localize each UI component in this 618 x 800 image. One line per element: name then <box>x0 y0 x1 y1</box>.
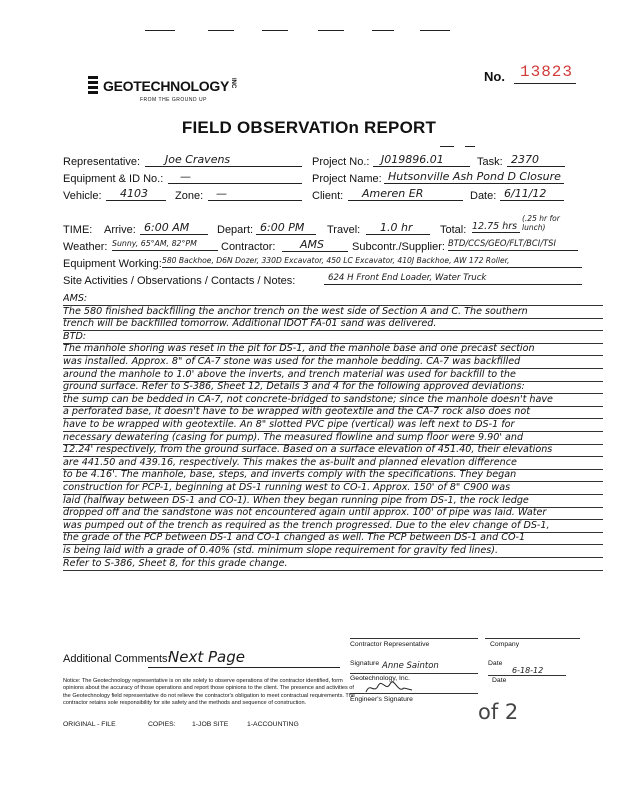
page-marker: of 2 <box>478 700 519 724</box>
top-dash <box>145 30 175 31</box>
additional-comments-label: Additional Comments: <box>63 653 171 665</box>
copies-label: COPIES: <box>148 721 176 728</box>
date-label: Date: <box>470 190 497 202</box>
company-label: Company <box>490 641 520 648</box>
notes-line: BTD: <box>63 331 603 344</box>
arrive-label: Arrive: <box>104 224 136 236</box>
depart-field: 6:00 PM <box>256 221 316 235</box>
signature-line <box>350 673 478 674</box>
time-label: TIME: <box>63 224 93 236</box>
task-label: Task: <box>477 156 503 168</box>
notes-line: AMS: <box>63 293 603 306</box>
signature-name: Anne Sainton <box>382 661 439 671</box>
engineer-sig-line <box>350 693 478 694</box>
top-dash <box>372 30 394 31</box>
vehicle-label: Vehicle: <box>63 190 102 202</box>
page-title: FIELD OBSERVATIOn REPORT <box>181 118 437 137</box>
zone-field: — <box>208 187 302 201</box>
engineer-sig-label: Engineer's Signature <box>350 696 413 703</box>
project-name-field: Hutsonville Ash Pond D Closure <box>384 170 564 184</box>
notes-line: trench will be backfilled tomorrow. Additional IDOT FA-01 sand was delivered. <box>63 318 603 331</box>
subcontr-label: Subcontr./Supplier: <box>352 241 445 253</box>
title-dash <box>465 146 475 147</box>
logo-inc: INC <box>230 78 236 89</box>
sig-date-label: Date <box>488 660 503 667</box>
client-field: Ameren ER <box>348 187 463 201</box>
notes-line: around the manhole to 1.0' above the inverts, and trench material was used for backfill to the <box>63 369 603 382</box>
project-name-label: Project Name: <box>312 173 382 185</box>
notes-line: the grade of the PCP between DS-1 and CO-1 changed as well. The PCP between DS-1 and CO-1 <box>63 532 603 545</box>
notes-line: the sump can be bedded in CA-7, not concrete-bridged to sandstone; since the manhole doesn't have <box>63 394 603 407</box>
notes-line: ground surface. Refer to S-386, Sheet 12, Details 3 and 4 for the following approved deviations: <box>63 381 603 394</box>
notes-line: The manhole shoring was reset in the pit for DS-1, and the manhole base and one precast section <box>63 343 603 356</box>
report-number: 13823 <box>520 63 574 81</box>
report-number-underline <box>514 83 576 84</box>
total-note: (.25 hr for lunch) <box>522 214 560 232</box>
equipment-working-label: Equipment Working: <box>63 258 162 270</box>
notes-line: was installed. Approx. 8" of CA-7 stone was used for the manhole bedding. CA-7 was backfilled <box>63 356 603 369</box>
weather-label: Weather: <box>63 241 108 253</box>
total-field: 12.75 hrs <box>472 221 520 233</box>
notes-line: have to be wrapped with geotextile. An 8" slotted PVC pipe (vertical) was left next to DS-1 for <box>63 419 603 432</box>
notes-line: was pumped out of the trench as required as the trench progressed. Due to the elev change of DS-1, <box>63 520 603 533</box>
travel-label: Travel: <box>327 224 361 236</box>
top-dash <box>262 30 288 31</box>
title-dash <box>440 146 454 147</box>
notes-line: The 580 finished backfilling the anchor trench on the west side of Section A and C. The southern <box>63 306 603 319</box>
arrive-field: 6:00 AM <box>140 221 208 235</box>
representative-field: Joe Cravens <box>145 153 302 167</box>
notes-line: construction for PCP-1, beginning at DS-1 running west to CO-1. Approx. 150' of 8" C900 was <box>63 482 603 495</box>
project-no-label: Project No.: <box>312 156 370 168</box>
top-dash <box>420 30 450 31</box>
logo-tagline: FROM THE GROUND UP <box>140 97 207 103</box>
project-no-field: J019896.01 <box>373 153 470 167</box>
site-activities-label: Site Activities / Observations / Contacts / Notes: <box>63 275 296 287</box>
original-file-label: ORIGINAL - FILE <box>63 721 116 728</box>
notes-line: necessary dewatering (casing for pump). The measured flowline and sump floor were 9.90' and <box>63 432 603 445</box>
sig-date-value: 6-18-12 <box>512 666 544 675</box>
contractor-rep-line <box>350 638 478 639</box>
notes-line: is being laid with a grade of 0.40% (std. minimum slope requirement for gravity fed lines). <box>63 545 603 558</box>
date2-label: Date <box>492 677 507 684</box>
equipment-field: — <box>168 170 302 184</box>
notes-line: to be 4.16'. The manhole, base, steps, and inverts comply with the specifications. They began <box>63 469 603 482</box>
travel-field: 1.0 hr <box>366 221 430 235</box>
equipment-working-field: 580 Backhoe, D6N Dozer, 330D Excavator, 450 LC Excavator, 410J Backhoe, AW 172 Roller, <box>162 256 582 268</box>
zone-label: Zone: <box>175 190 204 202</box>
top-dash <box>208 30 234 31</box>
site-activities-field: 624 H Front End Loader, Water Truck <box>324 273 582 285</box>
notes-line: a perforated base, it doesn't have to be wrapped with geotextile and the CA-7 rock also does not <box>63 406 603 419</box>
notes-line: are 441.50 and 439.16, respectively. This makes the as-built and planned elevation difference <box>63 457 603 470</box>
logo-text: GEOTECHNOLOGY <box>103 78 229 94</box>
client-label: Client: <box>312 190 344 202</box>
notes-line: laid (halfway between DS-1 and CO-1). When they began running pipe from DS-1, the rock ledge <box>63 495 603 508</box>
geotech-label: Geotechnology, Inc. <box>350 675 410 682</box>
contractor-label: Contractor: <box>221 241 276 253</box>
contractor-rep-label: Contractor Representative <box>350 641 430 648</box>
equipment-label: Equipment & ID No.: <box>63 173 164 185</box>
representative-label: Representative: <box>63 156 141 168</box>
depart-label: Depart: <box>217 224 254 236</box>
contractor-field: AMS <box>282 238 348 252</box>
accounting-label: 1-ACCOUNTING <box>247 721 299 728</box>
weather-field: Sunny, 65°AM, 82°PM <box>112 239 218 251</box>
notice-text: Notice: The Geotechnology representative is on site solely to observe operations of the contractor identified, form opinions about the accuracy of those operations and report those opinions to the client. The presence and activities of the Geotechnology field representative do not relieve the contractor's obligation to meet contractual requirements. The contractor retains sole responsibility for site safety and the methods and sequence of construction. <box>63 678 356 706</box>
date-field: 6/11/12 <box>500 187 564 201</box>
signature-label: Signature <box>350 660 380 667</box>
job-site-label: 1-JOB SITE <box>192 721 229 728</box>
subcontr-field: BTD/CCS/GEO/FLT/BCI/TSI <box>448 238 578 251</box>
notes-line: dropped off and the sandstone was not encountered again until approx. 100' of pipe was laid. Water <box>63 507 603 520</box>
report-number-label: No. <box>484 69 505 84</box>
sig-date-line <box>488 675 566 676</box>
notes-line: Refer to S-386, Sheet 8, for this grade change. <box>63 558 603 571</box>
company-line <box>485 638 580 639</box>
top-dash <box>318 30 344 31</box>
total-label: Total: <box>440 224 467 236</box>
task-field: 2370 <box>507 153 565 167</box>
logo-mark-icon <box>88 76 98 98</box>
vehicle-field: 4103 <box>106 187 166 201</box>
notes-line: 12.24' respectively, from the ground surface. Based on a surface elevation of 451.40, their elevations <box>63 444 603 457</box>
additional-comments-field: Next Page <box>148 648 340 668</box>
